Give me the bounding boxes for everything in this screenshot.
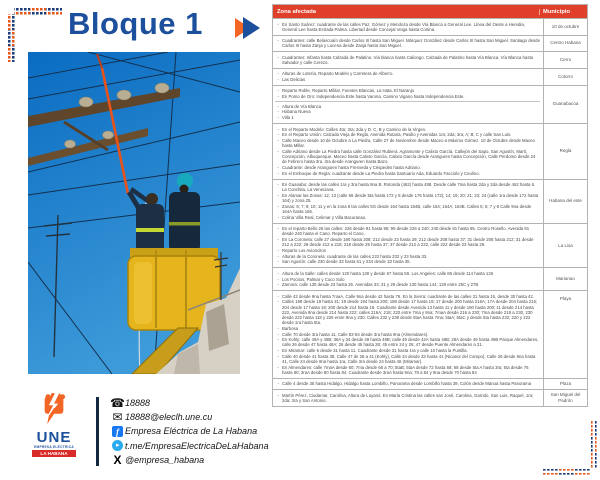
- zone-group: [275, 393, 540, 403]
- zone-item: - En Almendares: calle 7maA desde 60; 7ma desde 66 a 70; 5taB; 5taA desde 72 hasta 68; 68 desde 5ta A hasta 3ra; 5ta desde 76 hasta 80; 3raA desde 80 hasta 84. Cuadrante desde 3raA hasta 9na; 78 a 84 y 9na desde 70 hasta 84: [275, 365, 540, 375]
- zone-item: - Zonas: 6; 7; 9; 10; 11 y en la zona 8 las calles 5G desde 164 hasta 164B, calle 164; 164A; 164B. Calles 5; 6; 7 y 9 Calle 9na desde 164A hasta 166.: [275, 204, 540, 214]
- zone-group: [275, 71, 540, 82]
- municipality-cell: Cerro: [543, 52, 587, 68]
- facebook-icon: f: [110, 426, 125, 437]
- zone-item: - En el Emboque de Regla: cuadrante desde La Piedra hasta Santuario Ada, Eduardo Facciolo y Ceulino.: [275, 171, 540, 176]
- zone-item: - Colina Villa Real, Celimar y Villa Bacuranao.: [275, 215, 540, 220]
- municipality-cell: La Lisa: [543, 224, 587, 268]
- table-row: [273, 179, 587, 223]
- fist-lightning-icon: [37, 390, 71, 424]
- table-row: [273, 223, 587, 268]
- zone-item: - En Guanabo: desde las calles 1ra y 3ra hasta 9na B. Rotonda (462) hasta 488. Desde calle 7ma hasta 2da y 2da desde 462 hasta 6. La Conchita, La Veneciana.: [275, 182, 540, 192]
- contact-x: [110, 453, 280, 467]
- contact-phone-number: 18888: [125, 398, 151, 409]
- telegram-icon: ▸: [110, 440, 125, 451]
- column-header-zona-afectada: Zona afectada: [277, 8, 316, 15]
- zone-group: [275, 38, 540, 48]
- logo-region-badge: LA HABANA: [32, 450, 76, 457]
- zone-item: - Altura de Vía Blanca: [275, 104, 540, 109]
- zone-item: - En Alamar las Zonas: 12; 13 (calle 56 desde 5ta hasta 172 y 8 desde 176 hasta 172); 14; 19; 20; 21; 23; 24 (calle 1ra desde 172 hasta 164) y zona 25.: [275, 193, 540, 203]
- zone-item: - En el Reparto Modelo: Calles 4ta; 3ra; 2da y D. C, B y Camino de la Virgen.: [275, 127, 540, 132]
- municipality-cell: Marianao: [543, 268, 587, 290]
- affected-zones-table: [272, 4, 588, 407]
- contact-email-address: 18888@eleclh.une.cu: [125, 412, 213, 423]
- municipality-cell: Regla: [543, 124, 587, 179]
- zone-item: - En La Coronela: calle 27 desde 190 hasta 208; 212 desde 23 hasta 29; 212 desde 208 hasta 37; 31 desde 208 hasta 212; 31 desde 212 a 222; 29 desde 212 a 218; 218 desde 29 hasta 37; 37 desde 212 a 222, calle 222 desde 23 hasta 29.: [275, 237, 540, 247]
- zone-item: - Alturas de la Coronela: cuadrante de las calles 222 hasta 232 y 23 hasta 33.: [275, 254, 540, 259]
- table-row: [273, 35, 587, 52]
- column-header-municipio: Municipio: [539, 9, 587, 15]
- zone-item: - Zamora: calle 130 desde 23 hasta 25. Avenidas 33; 31 y 29 desde 130 hasta 144; 128 entre 25C y 27B: [275, 282, 540, 287]
- zone-item: - Los Pocitos, Palmar y Coco Solo: [275, 277, 540, 282]
- table-row: [273, 18, 587, 35]
- zone-cell: [273, 224, 543, 268]
- zone-item: - Cuadrantes: calle Belascoaín desde Carlos III hasta San Miguel. Márquez González desde Carlos III hasta San Miguel. Santiago desde Carlos III hasta Zanja y Lucena desde Zanja hasta San Miguel.: [275, 38, 540, 48]
- contact-telegram-link: t.me/EmpresaElectricaDeLaHabana: [125, 440, 269, 451]
- zone-group: [275, 22, 540, 32]
- une-logo: [26, 390, 82, 457]
- zone-item: - En Kohly: calle 49A y 49B; 36A y 34 desde 49 hasta 49B; calle 49 desde 42A hasta 49B; 28A desde 49 hasta 49B Parque Almendares, calle 26 desde 47 hasta 48A; 26 desde 45 hasta 28; 45 entre 24 y 26; 47 desde Puente Almendares a 31.: [275, 337, 540, 347]
- contact-x-handle: @empresa_habana: [125, 454, 205, 465]
- zone-item: - Altura de la Salle: calles desde 120 hasta 130 y desde 67 hasta 59. Los Angeles: calle 85 desde 114 hasta 126: [275, 271, 540, 276]
- zone-group: [275, 55, 540, 65]
- zone-group: [275, 226, 540, 264]
- table-row: [273, 85, 587, 123]
- contact-telegram: [110, 439, 280, 453]
- contact-facebook: [110, 424, 280, 438]
- phone-icon: ☎: [110, 396, 125, 411]
- zone-group: [275, 127, 540, 176]
- zone-cell: [273, 69, 543, 85]
- table-row: [273, 51, 587, 68]
- municipality-cell: Cotorro: [543, 69, 587, 85]
- zone-item: - En Miramar: calle 6 desde 31 hasta 11. Cuadrante desde 31 hasta 1ra y calle 10 hasta la Puntilla.: [275, 348, 540, 353]
- zone-item: - Calle 40 desde 41 hasta 38, Calle 47 de 28 a 41 (Kohly), Calle 34 desde 33 hasta 41 (Nicanor del Campo), Calle 26 desde 9na hasta 41, Calle 24 desde 9na hasta 1ra, Calle 3ra desde 24 hasta 46 (Miramar).: [275, 354, 540, 364]
- zone-item: - Calles 198 desde 19 hasta 31; 19 desde 194 hasta 200; 198 desde 17 hasta 19; 17 desde 200 hasta 216A; 17A desde 204 hasta 216; 204 desde 17 hasta 19; 200 desde 214 hasta 19. Cuadrante desde Avenida 13 hasta 11 y desde 190 hasta 200; 11 desde 214 hasta 222, Avenida 9na desde 214 hasta 222; calles 216A; 218; 220 entre 7ma y 9na; 7maA desde 216 a 230; 7ma desde 218 a 230, 230 desde 222 hasta 118 y 226 entre 9na y 230. Calles 232 y 238 desde 5taA hasta 7ma; 5taA; 5taC y desde 5ta hasta 232; 220 y 222 desde 1ra hasta 5ta.: [275, 299, 540, 325]
- table-row: [273, 389, 587, 406]
- table-row: [273, 267, 587, 290]
- zone-item: - San Agustín: calle 230 desde 33 hasta 51 y 234 desde 33 hasta 35.: [275, 259, 540, 264]
- municipality-cell: Playa: [543, 291, 587, 378]
- zone-item: - En el reparto Bello 26 las calles: 226 desde 91 hasta 95; 95 desde 226 a 240; 240 desde 81 hasta 95. Centro Rosello. Avenida 81 desde 240 hasta el Cano. Reparto el Cano.: [275, 226, 540, 236]
- table-row: [273, 290, 587, 378]
- zone-item: - Alturas de Lotería, Reparto Modelo y Carretera de Alberro.: [275, 71, 540, 76]
- zone-item: - Barbosa: [275, 326, 540, 331]
- zone-item: - Calle 4 desde 35 hasta Hidalgo, Hidalgo hasta Lombillo, Panorama desde Lombillo hasta 39, Colón desde Manoa hasta Panorama: [275, 381, 540, 386]
- zone-item: - Habana Nueva: [275, 109, 540, 114]
- zone-cell: [273, 86, 543, 123]
- zone-group: [275, 294, 540, 376]
- zone-group: [275, 101, 540, 121]
- zone-item: - Calle Maceo desde 10 de Octubre a La Piedra, Calle 27 de Noviembre desde Maceo a Máximo Gómez. 10 de Octubre desde Maceo hasta Millar.: [275, 138, 540, 148]
- zone-table-body: [273, 18, 587, 406]
- zone-item: - Calle 42 desde 9na hasta 7maA, Calle 9na desde 42 hasta 76. En la Sierra: cuadrante de las calles 31 hasta 15, desde 30 hasta 42.: [275, 294, 540, 299]
- page-title: Bloque 1: [68, 6, 203, 41]
- zone-group: [275, 271, 540, 288]
- table-row: [273, 68, 587, 85]
- zone-group: [275, 182, 540, 220]
- municipality-cell: Centro Habana: [543, 36, 587, 52]
- zone-item: - Villa 1: [275, 115, 540, 120]
- corner-dots-bottom-right: [543, 421, 597, 475]
- zone-group: [275, 381, 540, 386]
- zone-cell: [273, 19, 543, 35]
- footer-divider: [96, 397, 99, 466]
- table-row: [273, 378, 587, 389]
- zone-item: - Cuadrante: desde Aranguren hasta Fresneda y Céspedes hasta Adriano.: [275, 165, 540, 170]
- zone-item: - Reparto Los Avioncitos: [275, 248, 540, 253]
- forward-arrow-icon: [235, 17, 265, 41]
- contact-facebook-name: Empresa Eléctrica de La Habana: [125, 426, 258, 437]
- contact-phone: [110, 396, 280, 410]
- zone-group: [275, 88, 540, 99]
- zone-cell: [273, 390, 543, 406]
- contact-list: [110, 396, 280, 467]
- zone-cell: [273, 268, 543, 290]
- zone-cell: [273, 124, 543, 179]
- zone-item: - Calle Adriano desde La Piedra hasta calle González Rubiera, Agramonte y Calixto García. Callejón del Sapo, San Agustín, Martí, Concepción, Albuquerque. Maceo hasta Calixto García, Calixto García desde Aranguren hasta Concepción, Calle Perdomo desde 24 de Febrero hasta 3ra. 3ra desde Aranguren hasta Bazo.: [275, 149, 540, 164]
- contact-email: [110, 410, 280, 424]
- municipality-cell: Plaza: [543, 379, 587, 389]
- zone-cell: [273, 379, 543, 389]
- zone-item: - Reparto Roble, Reparto Militar, Fuentes Blancas, La Hata, El Naranjo: [275, 88, 540, 93]
- zone-item: - Martín Pérez, Ciudamar, Carolina, Altura de Luyanó. En María Cristina las calles san José, Carolina, Garrido, San Luis, Raquel, 1ra; 2da; 3ra y San Antonio.: [275, 393, 540, 403]
- zone-cell: [273, 36, 543, 52]
- zone-item: - Cuadrantes: Infanta hasta Calzada de Palatino. Vía blanca hasta Caliongo. Calzada de Palatino hasta Vía Blanca. Vía Blanca hasta Salvador y calle Cerezo.: [275, 55, 540, 65]
- zone-item: - Calle 70 desde 3ra hasta 11, Calle 82-84 desde 3ra hasta 9na (Almendares).: [275, 332, 540, 337]
- zone-item: - En Santo Suárez: cuadrante de las calles Paz, Gómez y Mendoza desde Vía Blanca a General Lee. Línea del Oeste a Heredia, General Lee hasta Estrada Palma. Libertad desde Concejal Veiga hasta Cortina.: [275, 22, 540, 32]
- municipality-cell: 10 de octubre: [543, 19, 587, 35]
- email-icon: ✉: [112, 410, 123, 425]
- zone-cell: [273, 291, 543, 378]
- arrow-triangle-navy: [243, 17, 260, 39]
- municipality-cell: Guanabacoa: [543, 86, 587, 123]
- logo-subtitle: EMPRESA ELÉCTRICA: [34, 445, 74, 449]
- x-icon: X: [113, 452, 122, 467]
- municipality-cell: San Miguel del Padrón: [543, 390, 587, 406]
- zone-cell: [273, 180, 543, 223]
- zone-item: - En el Reparto Unión: Calzada Vieja de Regla, Avenida Rotaria, Pasillo y Avenidas 1ra; 2da; 3ra; A; B; C y calle San Luis.: [275, 132, 540, 137]
- zone-cell: [273, 52, 543, 68]
- zone-item: - Las Delicias: [275, 77, 540, 82]
- logo-org-name: UNE: [36, 429, 72, 446]
- table-header-row: [273, 5, 587, 18]
- municipality-cell: Habana del este: [543, 180, 587, 223]
- zone-item: - En Pomo de Oro: Independencia Este hasta Varona. Camino Vigano hasta Independencia Este.: [275, 94, 540, 99]
- lineworkers-photo: [28, 52, 240, 374]
- table-row: [273, 123, 587, 179]
